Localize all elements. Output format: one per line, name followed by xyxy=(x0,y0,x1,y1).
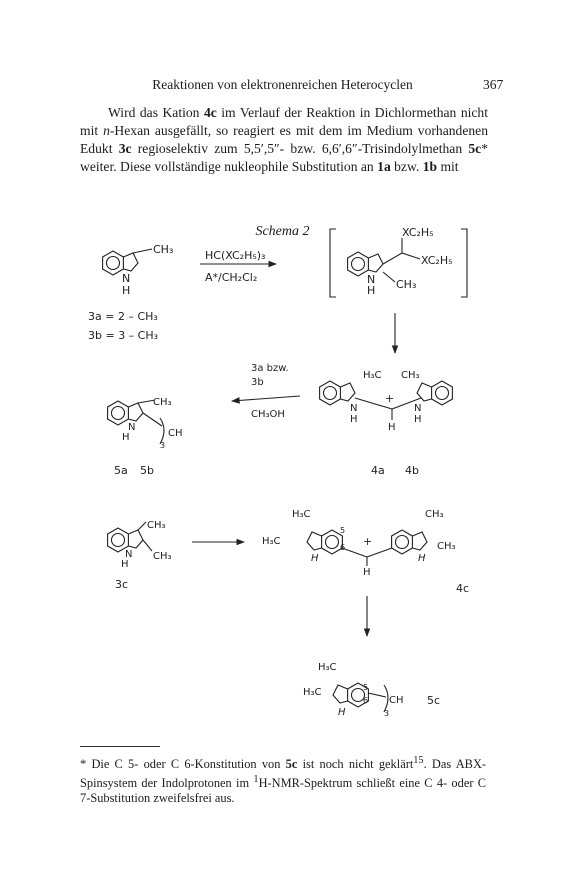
text-fragment: * xyxy=(80,757,92,772)
h-label: H xyxy=(388,422,396,433)
h-label: H xyxy=(122,284,131,297)
h-label: H xyxy=(363,567,371,578)
reagent-3b: 3b xyxy=(251,377,264,388)
ch3-label: CH₃ xyxy=(153,397,172,408)
h3c-label: H₃C xyxy=(292,509,311,520)
h3c-label: H₃C xyxy=(318,662,337,673)
def-3b: 3b = 3 – CH₃ xyxy=(88,329,159,342)
h-label: H xyxy=(418,553,426,564)
subscript-3: 3 xyxy=(160,441,166,450)
compound-label-5c: 5c xyxy=(427,694,441,707)
footnote xyxy=(80,753,486,806)
indole-4ab-left xyxy=(320,381,355,405)
paren xyxy=(384,685,388,712)
h-label: H xyxy=(121,559,129,570)
text-fragment: * weiter. Diese vollständige nukleophile Substitution an xyxy=(80,141,488,174)
ch3-label: CH₃ xyxy=(401,370,420,381)
position-5: 5 xyxy=(340,526,346,535)
text-fragment: -Hexan ausgefällt, so reagiert es mit dem im Medium vorhandenen Edukt xyxy=(80,123,488,156)
ch3-label: CH₃ xyxy=(153,551,172,562)
compound-label-4b: 4b xyxy=(405,464,419,477)
n-label: N xyxy=(125,549,133,560)
ch3-label: CH₃ xyxy=(425,509,444,520)
xc2h5-label: XC₂H₅ xyxy=(402,226,434,239)
subscript-3: 3 xyxy=(384,709,390,718)
compound-ref: 4c xyxy=(203,105,217,120)
reagent-methanol: CH₃OH xyxy=(251,409,285,420)
compound-label-5a: 5a xyxy=(114,464,128,477)
footnote-rule xyxy=(80,746,160,747)
h3c-label: H₃C xyxy=(363,370,382,381)
h-label: H xyxy=(311,553,319,564)
ch3-label: CH₃ xyxy=(396,278,417,291)
indole-3ab xyxy=(103,251,138,275)
reaction-arrow xyxy=(232,396,300,401)
h-label: H xyxy=(350,414,358,425)
indole-4c-right xyxy=(392,530,427,554)
compound-ref: 1b xyxy=(422,159,438,174)
compound-label-4a: 4a xyxy=(371,464,385,477)
text-fragment: im Verlauf der Reaktion in Dichlormethan nicht mit xyxy=(80,105,489,138)
text-fragment: bzw. xyxy=(390,159,423,174)
h-label: H xyxy=(122,432,130,443)
position-5: 5 xyxy=(363,683,369,692)
ch3-label: CH₃ xyxy=(147,520,166,531)
text-fragment: regioselektiv zum 5,5′,5″- bzw. 6,6′,6″-Trisindolylmethan xyxy=(131,141,469,156)
reagent-orthoester: HC(XC₂H₅)₃ xyxy=(205,249,266,262)
n-label: N xyxy=(367,273,376,286)
bracket-right xyxy=(461,229,467,297)
n-label: N xyxy=(414,403,422,414)
text-fragment: Wird das Kation xyxy=(108,105,204,120)
position-6: 6 xyxy=(363,696,369,705)
h3c-label: H₃C xyxy=(262,536,281,547)
running-header-title: Reaktionen von elektronenreichen Heterocyclen xyxy=(152,77,413,92)
text-fragment: ist noch nicht geklärt xyxy=(297,757,414,772)
compound-label-5b: 5b xyxy=(140,464,154,477)
text-fragment: H-NMR-Spektrum schließt eine C 4- oder C 7-Substitution zweifelsfrei aus. xyxy=(80,776,486,806)
bracket-left xyxy=(330,229,336,297)
indole-4ab-right xyxy=(417,381,452,405)
reagent-solvent: A*/CH₂Cl₂ xyxy=(205,271,258,284)
text-italic: n xyxy=(103,123,110,138)
compound-ref: 5c xyxy=(285,757,298,772)
ch3-label: CH₃ xyxy=(437,541,456,552)
compound-label-3c: 3c xyxy=(115,578,129,591)
page-number: 367 xyxy=(483,77,504,92)
plus-sign: + xyxy=(363,535,373,548)
ch-label: CH xyxy=(168,428,183,439)
n-label: N xyxy=(128,422,136,433)
compound-ref: 5c xyxy=(468,141,482,156)
isotope-superscript: 1 xyxy=(253,774,259,786)
text-fragment: . Das ABX-Spinsystem der Indolprotonen im xyxy=(80,757,487,791)
def-3a: 3a = 2 – CH₃ xyxy=(88,310,158,323)
ch3-label: CH₃ xyxy=(153,243,174,256)
reference-superscript: 15 xyxy=(413,755,424,766)
compound-ref: 3c xyxy=(118,141,132,156)
reagent-3a: 3a bzw. xyxy=(251,363,289,374)
compound-label-4c: 4c xyxy=(456,582,470,595)
xc2h5-label: XC₂H₅ xyxy=(421,254,453,267)
text-fragment: mit xyxy=(437,159,459,174)
plus-sign: + xyxy=(385,392,395,405)
indole-4c-left xyxy=(307,530,342,554)
compound-ref: 1a xyxy=(377,159,391,174)
indole-intermediate xyxy=(348,252,383,276)
scheme-title: Schema 2 xyxy=(255,224,310,239)
n-label: N xyxy=(122,272,131,285)
text-fragment: Die C 5- oder C 6-Konstitution von xyxy=(91,757,286,772)
h-label: H xyxy=(367,284,376,297)
h-label: H xyxy=(414,414,422,425)
ch-label: CH xyxy=(389,695,404,706)
n-label: N xyxy=(350,403,358,414)
position-6: 6 xyxy=(340,543,346,552)
h-label: H xyxy=(338,707,346,718)
indole-5ab xyxy=(108,401,143,425)
h3c-label: H₃C xyxy=(303,687,322,698)
